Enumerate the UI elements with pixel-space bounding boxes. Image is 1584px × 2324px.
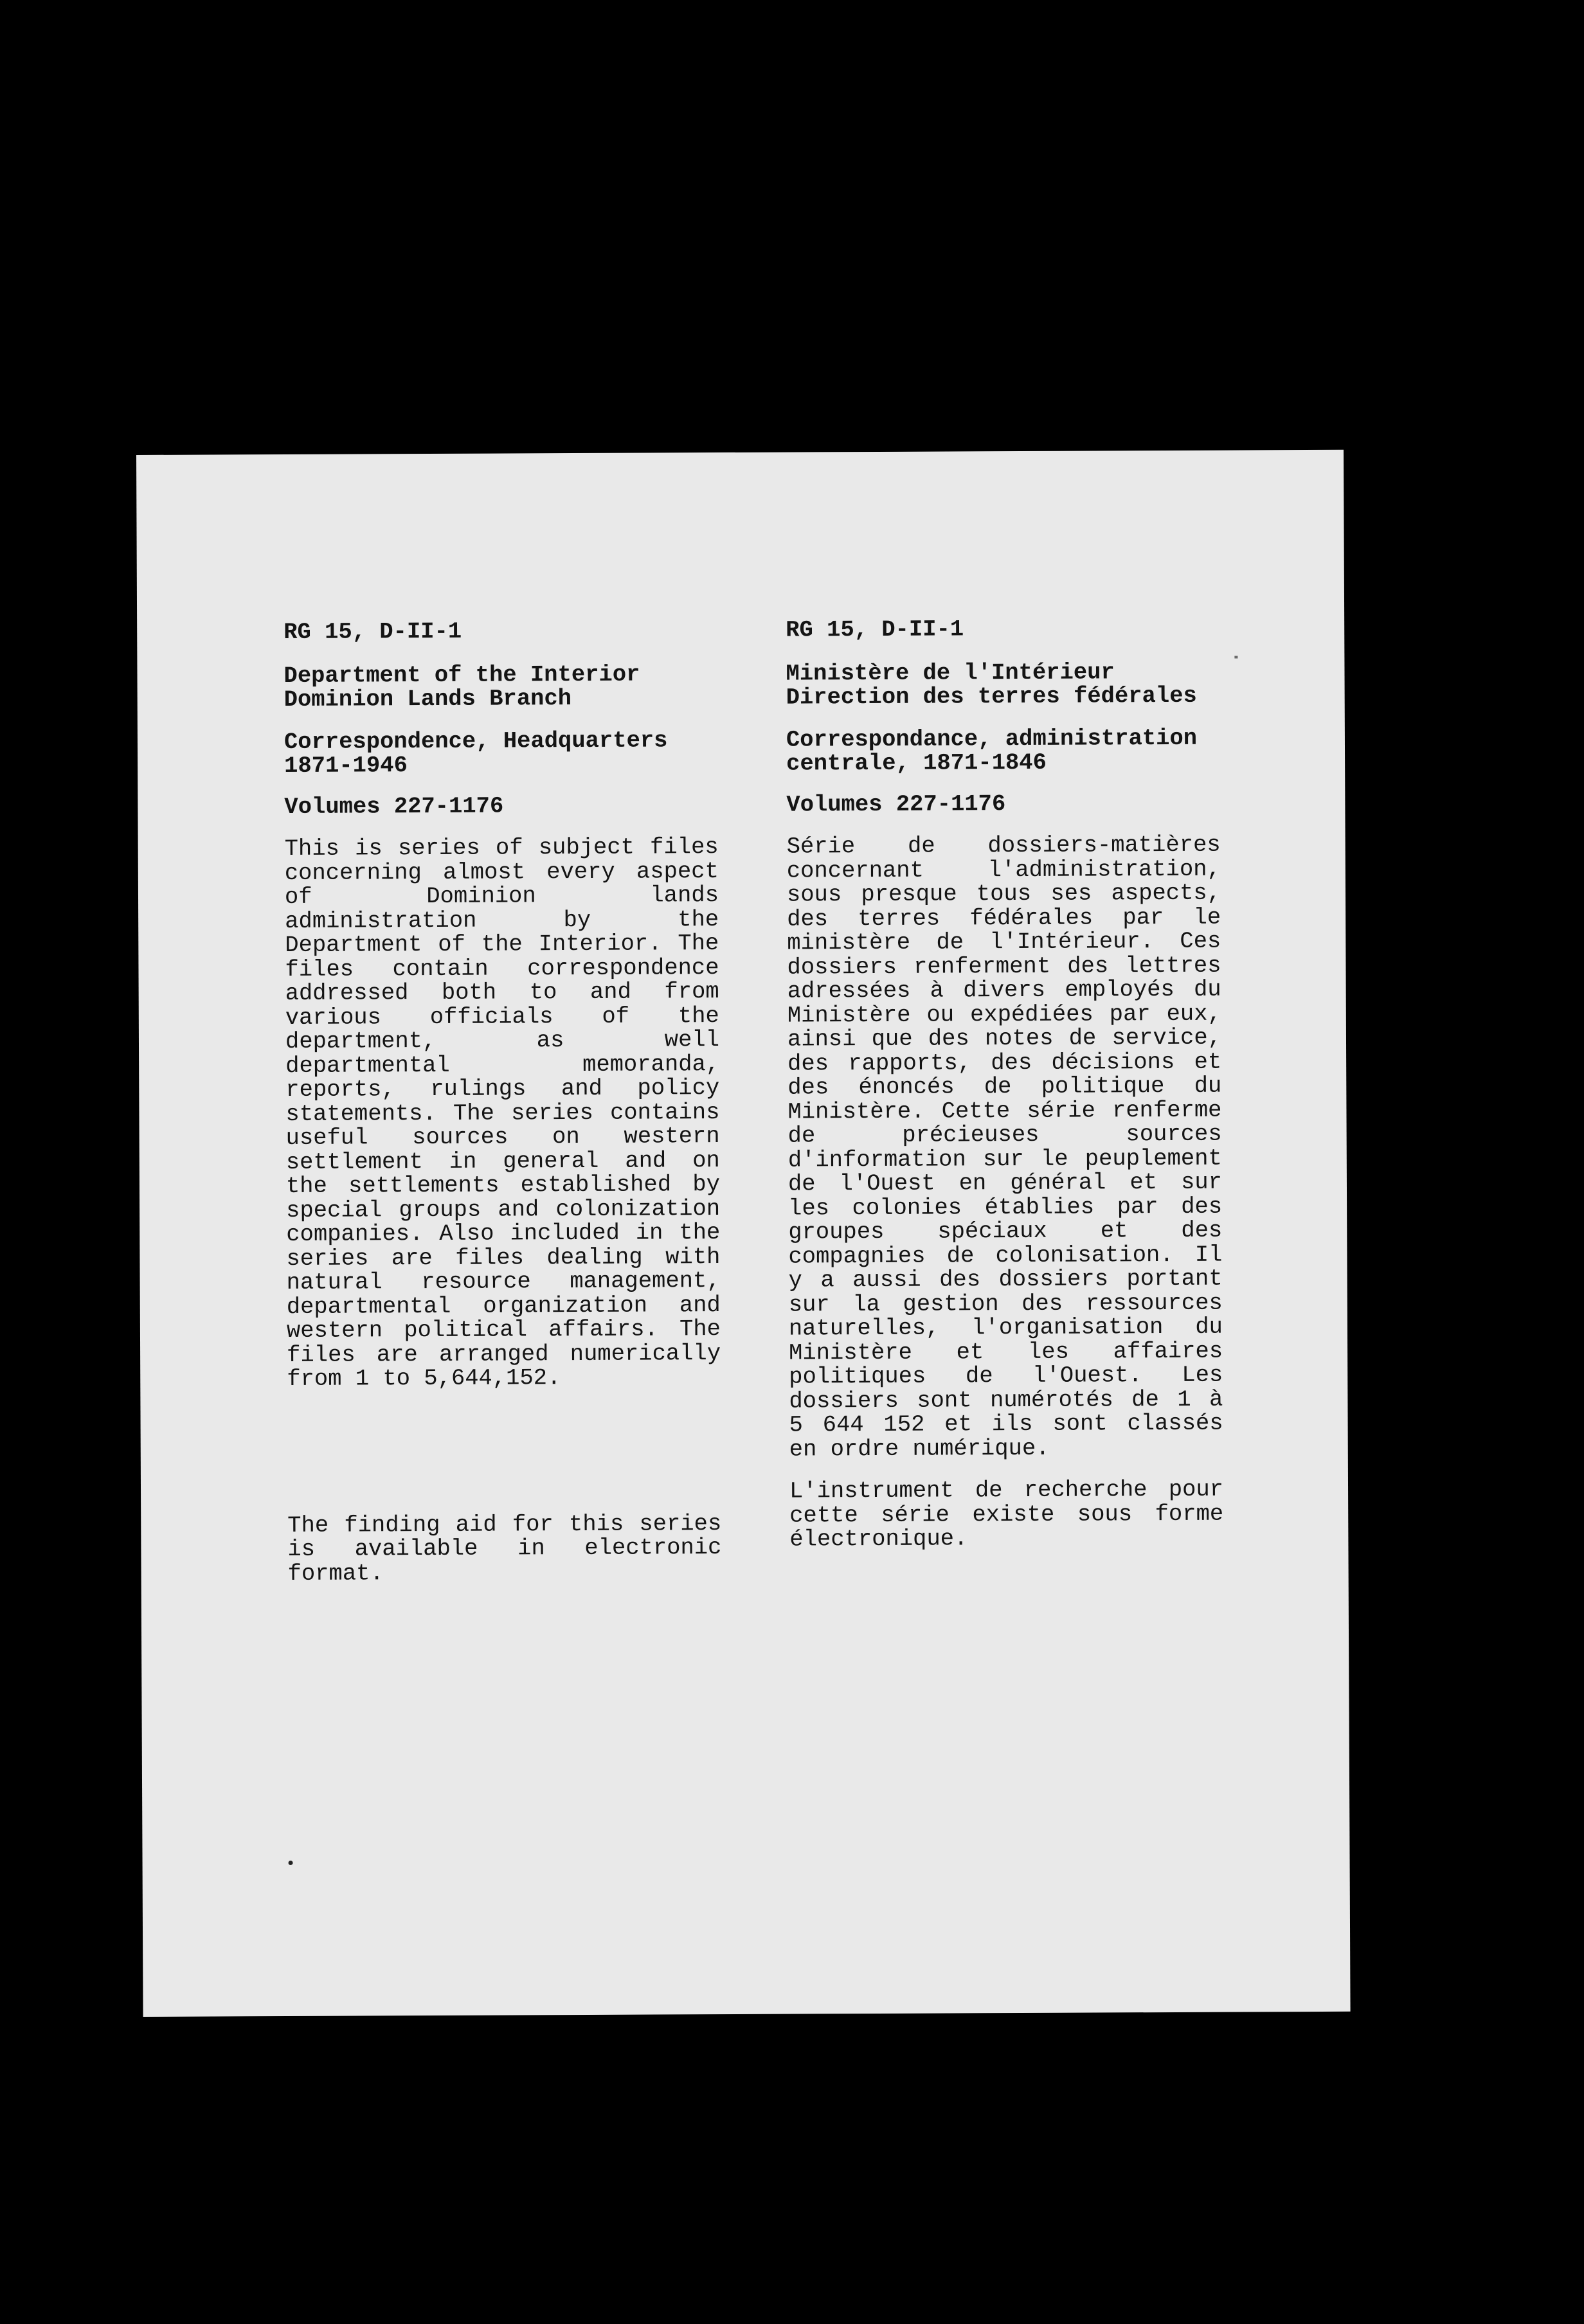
department-heading: Ministère de l'Intérieur Direction des terres fédérales bbox=[786, 658, 1197, 711]
volumes-range: Volumes 227-1176 bbox=[786, 790, 1006, 818]
document-page bbox=[136, 450, 1351, 2017]
scan-speck bbox=[1234, 656, 1238, 659]
finding-aid-note: The finding aid for this series is available in electronic format. bbox=[287, 1510, 722, 1587]
french-column bbox=[786, 616, 1223, 1551]
series-description: This is series of subject files concerning almost every aspect of Dominion lands administration by the Department of the Interior. The files contain correspondence addressed both to and from various officials of the department, as well departmental memoranda, reports, rulings and policy statements. The series contains useful sources on western settlement in general and on the settlements established by special groups and colonization companies. Also included in the series are files dealing with natural resource management, departmental organization and western political affairs. The files are arranged numerically from 1 to 5,644,152. bbox=[284, 834, 721, 1392]
finding-aid-note: L'instrument de recherche pour cette série existe sous forme électronique. bbox=[789, 1476, 1224, 1553]
series-title: Correspondance, administration centrale, 1871-1846 bbox=[786, 724, 1198, 777]
record-group-reference: RG 15, D-II-1 bbox=[786, 616, 964, 643]
stray-mark bbox=[289, 1861, 293, 1865]
record-group-reference: RG 15, D-II-1 bbox=[284, 618, 462, 646]
series-title: Correspondence, Headquarters 1871-1946 bbox=[284, 726, 668, 780]
series-description: Série de dossiers-matières concernant l'administration, sous presque tous ses aspects, des terres fédérales par le ministère de l'Intérieur. Ces dossiers renferment des lettres adressées à divers employés du Ministère ou expédiées par eux, ainsi que des notes de service, des rapports, des décisions et des énoncés de politique du Ministère. Cette série renferme de précieuses sources d'information sur le peuplement de l'Ouest en général et sur les colonies établies par des groupes spéciaux et des compagnies de colonisation. Il y a aussi des dossiers portant sur la gestion des ressources naturelles, l'organisation du Ministère et les affaires politiques de l'Ouest. Les dossiers sont numérotés de 1 à 5 644 152 et ils sont classés en ordre numérique. bbox=[786, 831, 1223, 1463]
department-heading: Department of the Interior Dominion Lands Branch bbox=[284, 661, 640, 713]
volumes-range: Volumes 227-1176 bbox=[284, 792, 504, 820]
english-column bbox=[284, 618, 722, 1586]
